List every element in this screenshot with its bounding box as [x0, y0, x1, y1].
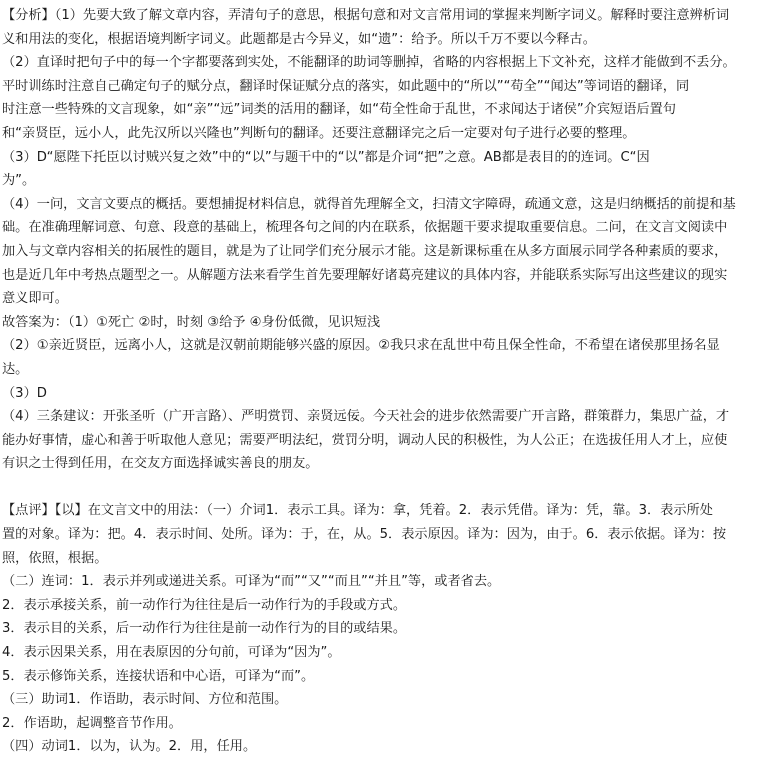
comment-line: 3．表示目的关系，后一动作行为往往是前一动作行为的目的或结果。	[2, 621, 407, 637]
comment-line: （二）连词：1．表示并列或递进关系。可译为“而”“又”“而且”“并且”等，或者省去。	[2, 574, 501, 590]
analysis-line: 加入与文章内容相关的拓展性的题目，就是为了让同学们充分展示才能。这是新课标重在从多方面展示同学各种素质的要求，	[2, 243, 728, 259]
answer-section	[2, 311, 776, 476]
comment-line: 2．作语助，起调整音节作用。	[2, 715, 182, 731]
answer-line: （2）①亲近贤臣，远离小人，这就是汉朝前期能够兴盛的原因。②我只求在乱世中苟且保全性命，不希望在诸侯那里扬名显	[2, 338, 720, 354]
analysis-line: 和“亲贤臣，远小人，此先汉所以兴隆也”判断句的翻译。还要注意翻译完之后一定要对句子进行必要的整理。	[2, 125, 636, 141]
answer-line: 故答案为：（1）①死亡 ②时，时刻 ③给予 ④身份低微，见识短浅	[2, 314, 381, 330]
comment-line: 2．表示承接关系，前一动作行为往往是后一动作行为的手段或方式。	[2, 597, 407, 613]
analysis-line: （2）直译时把句子中的每一个字都要落到实处，不能翻译的助词等删掉，省略的内容根据上下文补充，这样才能做到不丢分。	[2, 55, 736, 71]
comment-line: （三）助词1．作语助，表示时间、方位和范围。	[2, 692, 288, 708]
answer-line: 有识之士得到任用，在交友方面选择诚实善良的朋友。	[2, 456, 319, 472]
comment-line: 照，依照，根据。	[2, 550, 108, 566]
answer-line: 达。	[2, 361, 29, 377]
analysis-section	[2, 4, 776, 311]
analysis-line: 础。在准确理解词意、句意、段意的基础上，梳理各句之间的内在联系，依据题干要求提取重要信息。二问，在文言文阅读中	[2, 220, 728, 236]
analysis-line: 意义即可。	[2, 291, 68, 307]
comment-line: 置的对象。译为：把。4．表示时间、处所。译为：于，在，从。5．表示原因。译为：因为，由于。6．表示依据。译为：按	[2, 527, 727, 543]
answer-line: （4）三条建议：开张圣听（广开言路）、严明赏罚、亲贤远佞。今天社会的进步依然需要广开言路，群策群力，集思广益，才	[2, 409, 730, 425]
analysis-line: 义和用法的变化，根据语境判断字词义。此题都是古今异义，如“遗”：给予。所以千万不要以今释古。	[2, 31, 596, 47]
analysis-line: 为”。	[2, 173, 36, 189]
analysis-line: 【分析】（1）先要大致了解文章内容，弄清句子的意思，根据句意和对文言常用词的掌握来判断字词义。解释时要注意辨析词	[2, 8, 730, 23]
comment-line: 4．表示因果关系，用在表原因的分句前，可译为“因为”。	[2, 645, 341, 661]
analysis-line: 平时训练时注意自己确定句子的赋分点，翻译时保证赋分点的落实，如此题中的“所以”“苟全”“闻达”等词语的翻译，同	[2, 78, 690, 94]
comment-line: （四）动词1．以为，认为。2．用，任用。	[2, 739, 257, 755]
analysis-line: 也是近几年中考热点题型之一。从解题方法来看学生首先要理解好诸葛亮建议的具体内容，并能联系实际写出这些建议的现实	[2, 267, 728, 283]
analysis-line: （3）D“愿陛下托臣以讨贼兴复之效”中的“以”与题干中的“以”都是介词“把”之意。AB都是表目的的连词。C“因	[2, 149, 650, 165]
section-gap	[2, 476, 776, 500]
answer-line: （3）D	[2, 385, 47, 401]
analysis-line: （4）一问，文言文要点的概括。要想捕捉材料信息，就得首先理解全文，扫清文字障碍，疏通文意，这是归纳概括的前提和基	[2, 196, 736, 212]
comment-section	[2, 499, 776, 759]
answer-line: 能办好事情，虚心和善于听取他人意见；需要严明法纪，赏罚分明，调动人民的积极性，为人公正；在选拔任用人才上，应使	[2, 432, 728, 448]
document-body	[2, 4, 776, 759]
comment-line: 【点评】【以】在文言文中的用法：（一）介词1．表示工具。译为：拿，凭着。2．表示凭借。译为：凭，靠。3．表示所处	[2, 503, 713, 519]
analysis-line: 时注意一些特殊的文言现象，如“亲”“远”词类的活用的翻译，如“苟全性命于乱世，不求闻达于诸侯”介宾短语后置句	[2, 102, 676, 118]
comment-line: 5．表示修饰关系，连接状语和中心语，可译为“而”。	[2, 668, 315, 684]
